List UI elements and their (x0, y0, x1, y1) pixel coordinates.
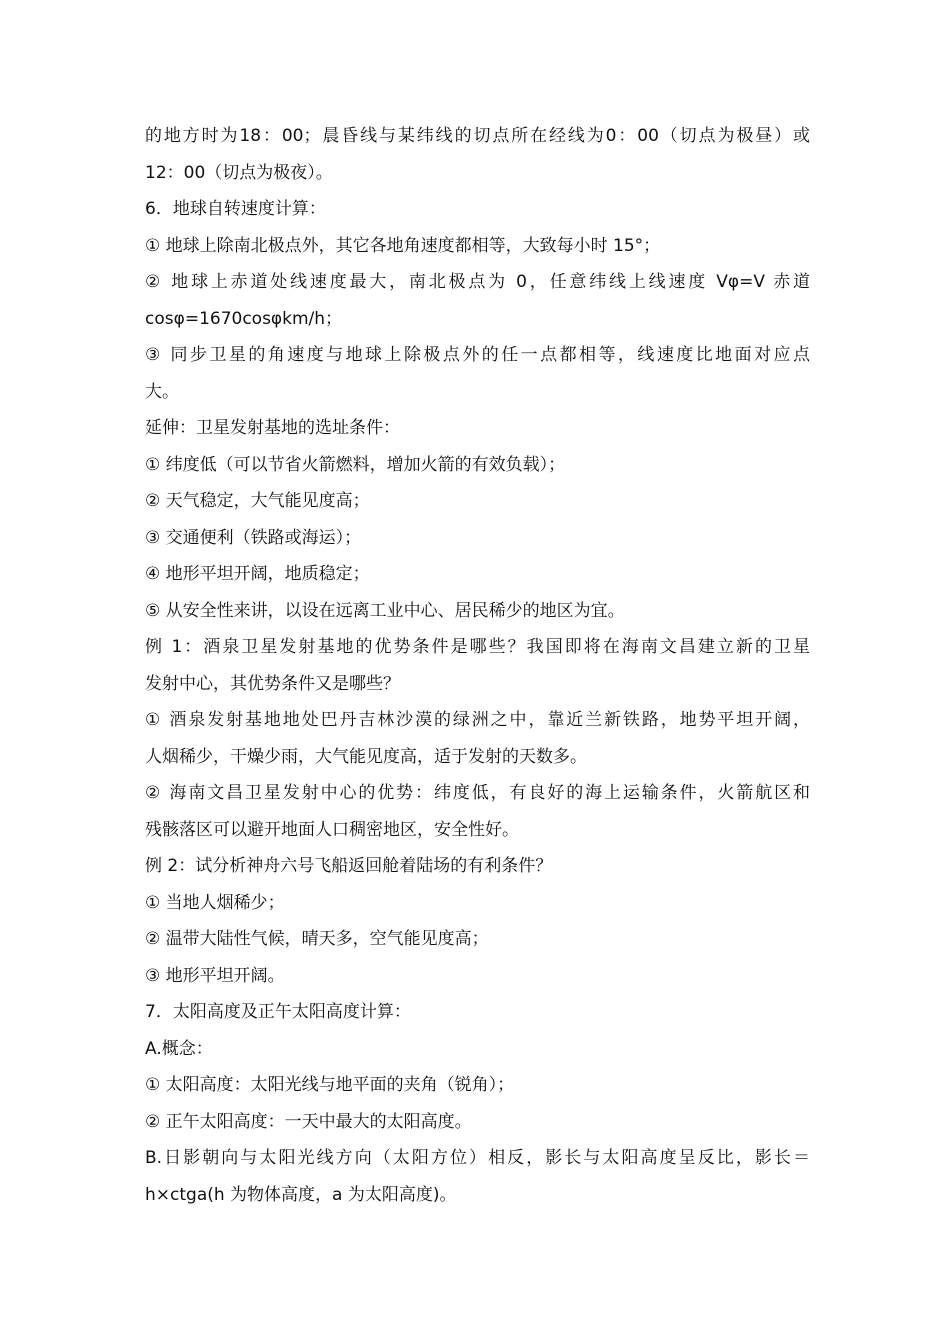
list-item: ⑤ 从安全性来讲，以设在远离工业中心、居民稀少的地区为宜。 (145, 600, 625, 621)
list-item: ① 太阳高度：太阳光线与地平面的夹角（锐角）； (145, 1075, 515, 1095)
example-question: 例 1：酒泉卫星发射基地的优势条件是哪些？我国即将在海南文昌建立新的卫星 (145, 637, 810, 657)
list-item: ② 天气稳定，大气能见度高； (145, 491, 370, 511)
subheading-launch-site-conditions: 延伸：卫星发射基地的选址条件： (145, 418, 400, 438)
text-line: 12：00（切点为极夜）。 (145, 162, 333, 183)
example-question: 例 2：试分析神舟六号飞船返回舱着陆场的有利条件？ (145, 856, 553, 876)
list-item: ① 地球上除南北极点外，其它各地角速度都相等，大致每小时 15°； (145, 235, 661, 256)
list-item: ② 正午太阳高度：一天中最大的太阳高度。 (145, 1111, 472, 1132)
text-line: B.日影朝向与太阳光线方向（太阳方位）相反，影长与太阳高度呈反比，影长＝ (145, 1148, 810, 1168)
section-heading-earth-rotation-speed: 6．地球自转速度计算： (145, 199, 326, 219)
section-heading-solar-altitude: 7．太阳高度及正午太阳高度计算： (145, 1002, 411, 1022)
list-item: ③ 地形平坦开阔。 (145, 965, 285, 986)
list-item: ② 地球上赤道处线速度最大，南北极点为 0，任意纬线上线速度 Vφ=V 赤道 (145, 272, 810, 292)
text-line: 的地方时为18：00；晨昏线与某纬线的切点所在经线为0：00（切点为极昼）或 (145, 126, 810, 146)
text-line: 大。 (145, 381, 179, 402)
list-item: ③ 同步卫星的角速度与地球上除极点外的任一点都相等，线速度比地面对应点 (145, 345, 810, 365)
text-line: 发射中心，其优势条件又是哪些？ (145, 673, 400, 694)
text-line: h×ctga(h 为物体高度，a 为太阳高度)。 (145, 1184, 457, 1205)
text-line: 人烟稀少，干燥少雨，大气能见度高，适于发射的天数多。 (145, 746, 587, 767)
list-item: ② 海南文昌卫星发射中心的优势：纬度低，有良好的海上运输条件，火箭航区和 (145, 783, 810, 803)
document-body (145, 118, 810, 1213)
list-item: ① 酒泉发射基地地处巴丹吉林沙漠的绿洲之中，靠近兰新铁路，地势平坦开阔， (145, 710, 810, 730)
list-item: ② 温带大陆性气候，晴天多，空气能见度高； (145, 929, 489, 949)
text-line: 残骸落区可以避开地面人口稠密地区，安全性好。 (145, 819, 519, 840)
list-item: ④ 地形平坦开阔，地质稳定； (145, 564, 370, 584)
list-item: ③ 交通便利（铁路或海运）； (145, 527, 362, 548)
subheading-concept: A.概念： (145, 1038, 213, 1059)
list-item: ① 纬度低（可以节省火箭燃料，增加火箭的有效负载）； (145, 454, 566, 475)
list-item: ① 当地人烟稀少； (145, 892, 285, 913)
text-line: cosφ=1670cosφkm/h； (145, 308, 343, 329)
